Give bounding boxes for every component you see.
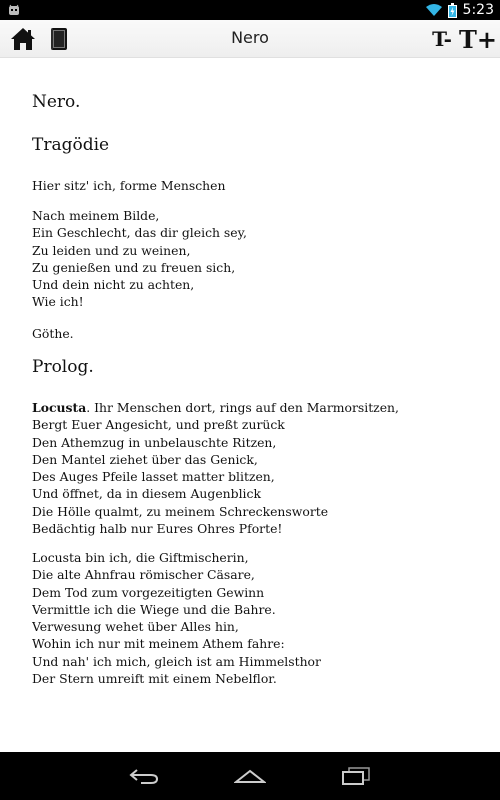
increase-font-button[interactable]: T+ [459, 24, 497, 54]
verse-line: Und nah' ich mich, gleich ist am Himmelsthor [32, 653, 321, 669]
verse-line: Dem Tod zum vorgezeitigten Gewinn [32, 584, 265, 600]
verse-line: Des Auges Pfeile lasset matter blitzen, [32, 469, 275, 485]
navigation-bar [0, 752, 500, 800]
home-outline-icon [234, 768, 266, 784]
verse-line: Die Hölle qualmt, zu meinem Schreckensworte [32, 503, 329, 519]
status-time: 5:23 [462, 2, 494, 18]
book-heading: Nero. [32, 92, 81, 112]
reader-content[interactable] [32, 58, 482, 752]
verse-line: Ein Geschlecht, das dir gleich sey, [32, 225, 247, 241]
home-nav-button[interactable] [230, 762, 270, 790]
verse-line: Die alte Ahnfrau römischer Cäsare, [32, 567, 255, 583]
android-notification-icon [8, 4, 20, 16]
verse-line: Und dein nicht zu achten, [32, 277, 195, 293]
verse-line: Hier sitz' ich, forme Menschen [32, 178, 226, 193]
motto-stanza [32, 207, 247, 311]
recent-apps-icon [341, 766, 371, 786]
status-bar [0, 0, 500, 20]
prolog-stanza-1 [32, 399, 399, 537]
verse-line: Zu leiden und zu weinen, [32, 242, 191, 258]
verse-line: Bergt Euer Angesicht, und preßt zurück [32, 417, 285, 433]
verse-line: Zu genießen und zu freuen sich, [32, 259, 236, 275]
wifi-icon [426, 4, 442, 17]
motto-author [32, 325, 74, 342]
speaker-name: Locusta [32, 400, 87, 415]
verse-line: Locusta bin ich, die Giftmischerin, [32, 550, 249, 565]
decrease-font-button[interactable]: T- [432, 27, 452, 51]
verse-line: Wie ich! [32, 294, 84, 310]
verse-line: Wohin ich nur mit meinem Athem fahre: [32, 636, 285, 652]
author-line: Göthe. [32, 326, 74, 341]
prolog-heading: Prolog. [32, 357, 94, 377]
recent-apps-button[interactable] [336, 762, 376, 790]
verse-line: Den Mantel ziehet über das Genick, [32, 451, 258, 467]
verse-line: Der Stern umreift mit einem Nebelflor. [32, 671, 277, 687]
back-arrow-icon [129, 767, 159, 785]
book-title: Nero [231, 28, 269, 47]
verse-line: Bedächtig halb nur Eures Ohres Pforte! [32, 521, 283, 537]
prolog-stanza-2 [32, 549, 321, 687]
book-subtitle: Tragödie [32, 135, 110, 155]
back-button[interactable] [124, 762, 164, 790]
battery-icon [448, 3, 457, 18]
verse-line: Und öffnet, da in diesem Augenblick [32, 486, 261, 502]
verse-line: Vermittle ich die Wiege und die Bahre. [32, 601, 276, 617]
verse-text: . Ihr Menschen dort, rings auf den Marmorsitzen, [86, 400, 399, 415]
verse-line: Den Athemzug in unbelauschte Ritzen, [32, 434, 277, 450]
verse-line: Verwesung wehet über Alles hin, [32, 619, 239, 635]
verse-line: Nach meinem Bilde, [32, 208, 160, 223]
action-bar [0, 20, 500, 58]
verse-line [32, 399, 399, 416]
motto-first-line [32, 177, 225, 194]
